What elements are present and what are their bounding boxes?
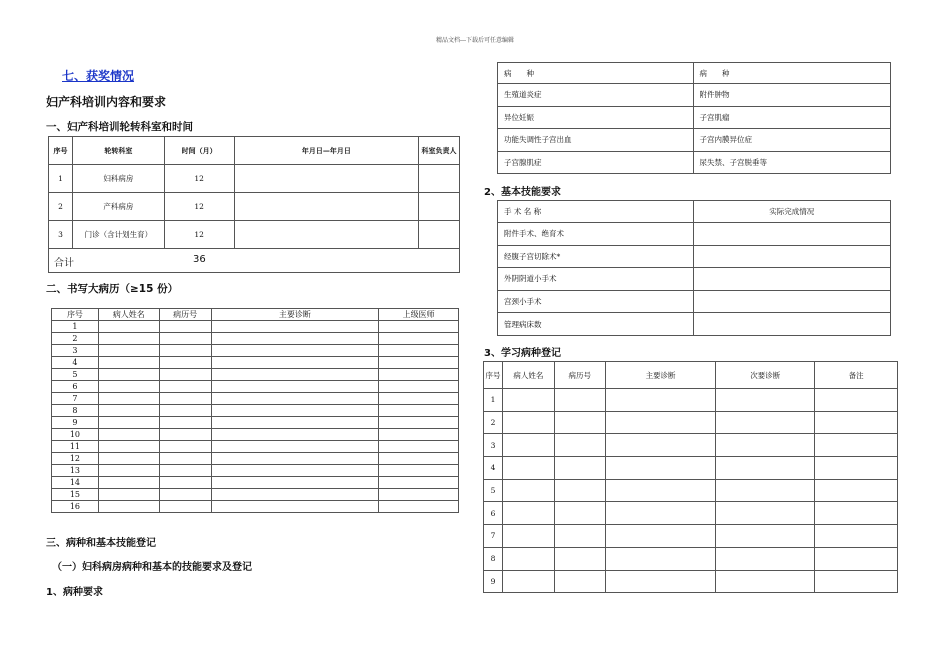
entry-cell[interactable]: [605, 434, 716, 457]
skill-name: 管理病床数: [498, 313, 694, 336]
total-value: 36: [193, 254, 206, 265]
entry-cell[interactable]: [379, 321, 459, 333]
table-row: [498, 245, 891, 268]
completion-cell[interactable]: [693, 313, 890, 336]
head-cell[interactable]: [419, 165, 460, 193]
table-row: [52, 321, 459, 333]
entry-cell[interactable]: [98, 441, 159, 453]
entry-cell[interactable]: [379, 453, 459, 465]
entry-cell[interactable]: [211, 417, 379, 429]
header-cell: 病历号: [159, 309, 211, 321]
skill-name: 外阴阴道小手术: [498, 268, 694, 291]
case-records-table: [51, 308, 459, 513]
entry-cell[interactable]: [379, 357, 459, 369]
cell: 3: [49, 221, 73, 249]
entry-cell[interactable]: [379, 501, 459, 513]
entry-cell[interactable]: [379, 489, 459, 501]
entry-cell[interactable]: [211, 429, 379, 441]
entry-cell[interactable]: [98, 369, 159, 381]
entry-cell[interactable]: [98, 501, 159, 513]
entry-cell[interactable]: [605, 457, 716, 480]
row-number: 8: [52, 405, 99, 417]
entry-cell[interactable]: [211, 501, 379, 513]
skill-name: 附件手术、绝育术: [498, 223, 694, 246]
entry-cell[interactable]: [379, 369, 459, 381]
date-cell[interactable]: [234, 193, 418, 221]
entry-cell[interactable]: [159, 453, 211, 465]
row-number: 10: [52, 429, 99, 441]
entry-cell[interactable]: [379, 393, 459, 405]
entry-cell[interactable]: [211, 369, 379, 381]
entry-cell[interactable]: [605, 479, 716, 502]
row-number: 8: [484, 547, 503, 570]
entry-cell[interactable]: [98, 477, 159, 489]
entry-cell[interactable]: [98, 489, 159, 501]
entry-cell[interactable]: [815, 570, 898, 593]
table-row: [498, 106, 891, 129]
register-title: 3、学习病种登记: [484, 348, 561, 359]
entry-cell[interactable]: [502, 570, 554, 593]
entry-cell[interactable]: [815, 411, 898, 434]
row-number: 2: [52, 333, 99, 345]
entry-cell[interactable]: [98, 381, 159, 393]
row-number: 1: [52, 321, 99, 333]
table-row: [52, 417, 459, 429]
entry-cell[interactable]: [98, 453, 159, 465]
table-row: [484, 502, 898, 525]
entry-cell[interactable]: [211, 381, 379, 393]
completion-cell[interactable]: [693, 245, 890, 268]
entry-cell[interactable]: [379, 381, 459, 393]
disease-cell: 异位妊娠: [498, 106, 694, 129]
header-cell: 次要诊断: [716, 362, 815, 389]
header-cell: 主要诊断: [605, 362, 716, 389]
header-cell: 序号: [52, 309, 99, 321]
table-row: [52, 465, 459, 477]
head-cell[interactable]: [419, 221, 460, 249]
header-cell: 时间（月）: [164, 137, 234, 165]
entry-cell[interactable]: [98, 465, 159, 477]
row-number: 3: [484, 434, 503, 457]
entry-cell[interactable]: [379, 405, 459, 417]
table-row: [52, 501, 459, 513]
rotation-table: [48, 136, 460, 273]
cell: 门诊（含计划生育）: [72, 221, 164, 249]
section3-sub1: 1、病种要求: [46, 587, 103, 598]
header-cell: 实际完成情况: [693, 201, 890, 223]
header-cell: 备注: [815, 362, 898, 389]
table-row: [52, 441, 459, 453]
skill-name: 经腹子宫切除术*: [498, 245, 694, 268]
cell: 12: [164, 165, 234, 193]
entry-cell[interactable]: [716, 479, 815, 502]
entry-cell[interactable]: [502, 411, 554, 434]
table-row: [52, 393, 459, 405]
table-row: [52, 489, 459, 501]
table-row: [52, 429, 459, 441]
disease-table: [497, 62, 891, 174]
entry-cell[interactable]: [379, 345, 459, 357]
entry-cell[interactable]: [502, 547, 554, 570]
date-cell[interactable]: [234, 221, 418, 249]
header-cell: 病 种: [693, 63, 891, 84]
row-number: 9: [484, 570, 503, 593]
disease-cell: 尿失禁、子宫脱垂等: [693, 151, 891, 174]
header-cell: 科室负责人: [419, 137, 460, 165]
row-number: 3: [52, 345, 99, 357]
entry-cell[interactable]: [211, 489, 379, 501]
header-cell: 病历号: [554, 362, 605, 389]
skills-title: 2、基本技能要求: [484, 187, 561, 198]
entry-cell[interactable]: [815, 479, 898, 502]
entry-cell[interactable]: [815, 389, 898, 412]
entry-cell[interactable]: [379, 465, 459, 477]
header-cell: 主要诊断: [211, 309, 379, 321]
entry-cell[interactable]: [159, 321, 211, 333]
header-cell: 轮转科室: [72, 137, 164, 165]
section2-title: 二、书写大病历（≥15 份）: [46, 283, 179, 295]
entry-cell[interactable]: [98, 321, 159, 333]
entry-cell[interactable]: [554, 570, 605, 593]
skills-table: [497, 200, 891, 336]
row-number: 4: [484, 457, 503, 480]
table-row: [484, 570, 898, 593]
row-number: 14: [52, 477, 99, 489]
entry-cell[interactable]: [716, 525, 815, 548]
entry-cell[interactable]: [159, 417, 211, 429]
entry-cell[interactable]: [211, 393, 379, 405]
entry-cell[interactable]: [159, 369, 211, 381]
cell: 12: [164, 221, 234, 249]
cell: 产科病房: [72, 193, 164, 221]
row-number: 5: [52, 369, 99, 381]
table-row: [52, 333, 459, 345]
disease-cell: 生殖道炎症: [498, 84, 694, 107]
entry-cell[interactable]: [159, 441, 211, 453]
table-row: [484, 457, 898, 480]
table-row: [484, 389, 898, 412]
table-row: [484, 479, 898, 502]
table-row: [484, 411, 898, 434]
total-label: 合计: [54, 258, 74, 269]
entry-cell[interactable]: [159, 405, 211, 417]
disease-cell: 子宫腺肌症: [498, 151, 694, 174]
row-number: 5: [484, 479, 503, 502]
row-number: 4: [52, 357, 99, 369]
entry-cell[interactable]: [605, 525, 716, 548]
doc-title: 妇产科培训内容和要求: [46, 95, 167, 109]
table-row: [52, 357, 459, 369]
entry-cell[interactable]: [98, 333, 159, 345]
entry-cell[interactable]: [159, 501, 211, 513]
section3-title: 三、病种和基本技能登记: [46, 538, 156, 549]
entry-cell[interactable]: [211, 405, 379, 417]
entry-cell[interactable]: [379, 429, 459, 441]
entry-cell[interactable]: [554, 457, 605, 480]
header-cell: 上级医师: [379, 309, 459, 321]
date-cell[interactable]: [234, 165, 418, 193]
table-row: [484, 547, 898, 570]
entry-cell[interactable]: [159, 477, 211, 489]
head-cell[interactable]: [419, 193, 460, 221]
table-row: [52, 369, 459, 381]
entry-cell[interactable]: [502, 389, 554, 412]
table-row: [498, 268, 891, 291]
entry-cell[interactable]: [554, 479, 605, 502]
table-row: [52, 405, 459, 417]
entry-cell[interactable]: [211, 453, 379, 465]
entry-cell[interactable]: [502, 434, 554, 457]
row-number: 9: [52, 417, 99, 429]
table-row: [498, 313, 891, 336]
table-row: [484, 525, 898, 548]
section1-title: 一、妇产科培训轮转科室和时间: [46, 121, 193, 133]
table-row: [52, 477, 459, 489]
cell: 2: [49, 193, 73, 221]
table-row: [498, 151, 891, 174]
entry-cell[interactable]: [98, 405, 159, 417]
entry-cell[interactable]: [379, 333, 459, 345]
entry-cell[interactable]: [98, 393, 159, 405]
cell: 1: [49, 165, 73, 193]
disease-cell: 子宫肌瘤: [693, 106, 891, 129]
entry-cell[interactable]: [554, 525, 605, 548]
entry-cell[interactable]: [605, 411, 716, 434]
cell: 妇科病房: [72, 165, 164, 193]
entry-cell[interactable]: [211, 465, 379, 477]
entry-cell[interactable]: [815, 457, 898, 480]
header-cell: 手 术 名 称: [498, 201, 694, 223]
entry-cell[interactable]: [211, 441, 379, 453]
entry-cell[interactable]: [716, 547, 815, 570]
disease-cell: 子宫内膜异位症: [693, 129, 891, 152]
entry-cell[interactable]: [815, 434, 898, 457]
entry-cell[interactable]: [554, 502, 605, 525]
cell: 12: [164, 193, 234, 221]
table-row: [52, 453, 459, 465]
table-row: [484, 434, 898, 457]
entry-cell[interactable]: [98, 357, 159, 369]
row-number: 12: [52, 453, 99, 465]
row-number: 15: [52, 489, 99, 501]
entry-cell[interactable]: [98, 429, 159, 441]
register-table: [483, 361, 898, 593]
row-number: 6: [484, 502, 503, 525]
entry-cell[interactable]: [815, 547, 898, 570]
entry-cell[interactable]: [98, 345, 159, 357]
entry-cell[interactable]: [554, 547, 605, 570]
entry-cell[interactable]: [815, 525, 898, 548]
entry-cell[interactable]: [554, 389, 605, 412]
entry-cell[interactable]: [716, 457, 815, 480]
entry-cell[interactable]: [716, 434, 815, 457]
header-cell: 病 种: [498, 63, 694, 84]
entry-cell[interactable]: [159, 333, 211, 345]
entry-cell[interactable]: [379, 417, 459, 429]
entry-cell[interactable]: [159, 489, 211, 501]
award-title[interactable]: 七、获奖情况: [62, 69, 135, 83]
entry-cell[interactable]: [159, 465, 211, 477]
section3-sub: （一）妇科病房病种和基本的技能要求及登记: [52, 562, 252, 573]
entry-cell[interactable]: [605, 389, 716, 412]
header-note: 精品文档---下载后可任意编辑: [435, 37, 515, 44]
entry-cell[interactable]: [211, 477, 379, 489]
table-row: [498, 223, 891, 246]
disease-cell: 功能失调性子宫出血: [498, 129, 694, 152]
entry-cell[interactable]: [502, 457, 554, 480]
completion-cell[interactable]: [693, 223, 890, 246]
header-cell: 病人姓名: [98, 309, 159, 321]
row-number: 7: [484, 525, 503, 548]
header-cell: 序号: [49, 137, 73, 165]
entry-cell[interactable]: [379, 441, 459, 453]
entry-cell[interactable]: [159, 345, 211, 357]
row-number: 1: [484, 389, 503, 412]
disease-cell: 附件肿物: [693, 84, 891, 107]
entry-cell[interactable]: [159, 429, 211, 441]
entry-cell[interactable]: [211, 345, 379, 357]
row-number: 6: [52, 381, 99, 393]
row-number: 16: [52, 501, 99, 513]
entry-cell[interactable]: [379, 477, 459, 489]
entry-cell[interactable]: [716, 502, 815, 525]
entry-cell[interactable]: [716, 570, 815, 593]
entry-cell[interactable]: [159, 357, 211, 369]
skill-name: 宫颈小手术: [498, 290, 694, 313]
entry-cell[interactable]: [159, 381, 211, 393]
table-row: [52, 381, 459, 393]
entry-cell[interactable]: [605, 502, 716, 525]
entry-cell[interactable]: [554, 434, 605, 457]
entry-cell[interactable]: [502, 479, 554, 502]
row-number: 13: [52, 465, 99, 477]
header-cell: 年月日—年月日: [234, 137, 418, 165]
row-number: 7: [52, 393, 99, 405]
entry-cell[interactable]: [605, 570, 716, 593]
table-row: [52, 345, 459, 357]
row-number: 11: [52, 441, 99, 453]
entry-cell[interactable]: [211, 321, 379, 333]
entry-cell[interactable]: [502, 525, 554, 548]
header-cell: 病人姓名: [502, 362, 554, 389]
entry-cell[interactable]: [716, 411, 815, 434]
table-row: [498, 290, 891, 313]
entry-cell[interactable]: [211, 333, 379, 345]
entry-cell[interactable]: [554, 411, 605, 434]
entry-cell[interactable]: [159, 393, 211, 405]
row-number: 2: [484, 411, 503, 434]
entry-cell[interactable]: [815, 502, 898, 525]
header-cell: 序号: [484, 362, 503, 389]
entry-cell[interactable]: [211, 357, 379, 369]
completion-cell[interactable]: [693, 290, 890, 313]
entry-cell[interactable]: [716, 389, 815, 412]
table-row: [498, 84, 891, 107]
table-row: [498, 129, 891, 152]
entry-cell[interactable]: [605, 547, 716, 570]
entry-cell[interactable]: [502, 502, 554, 525]
completion-cell[interactable]: [693, 268, 890, 291]
entry-cell[interactable]: [98, 417, 159, 429]
